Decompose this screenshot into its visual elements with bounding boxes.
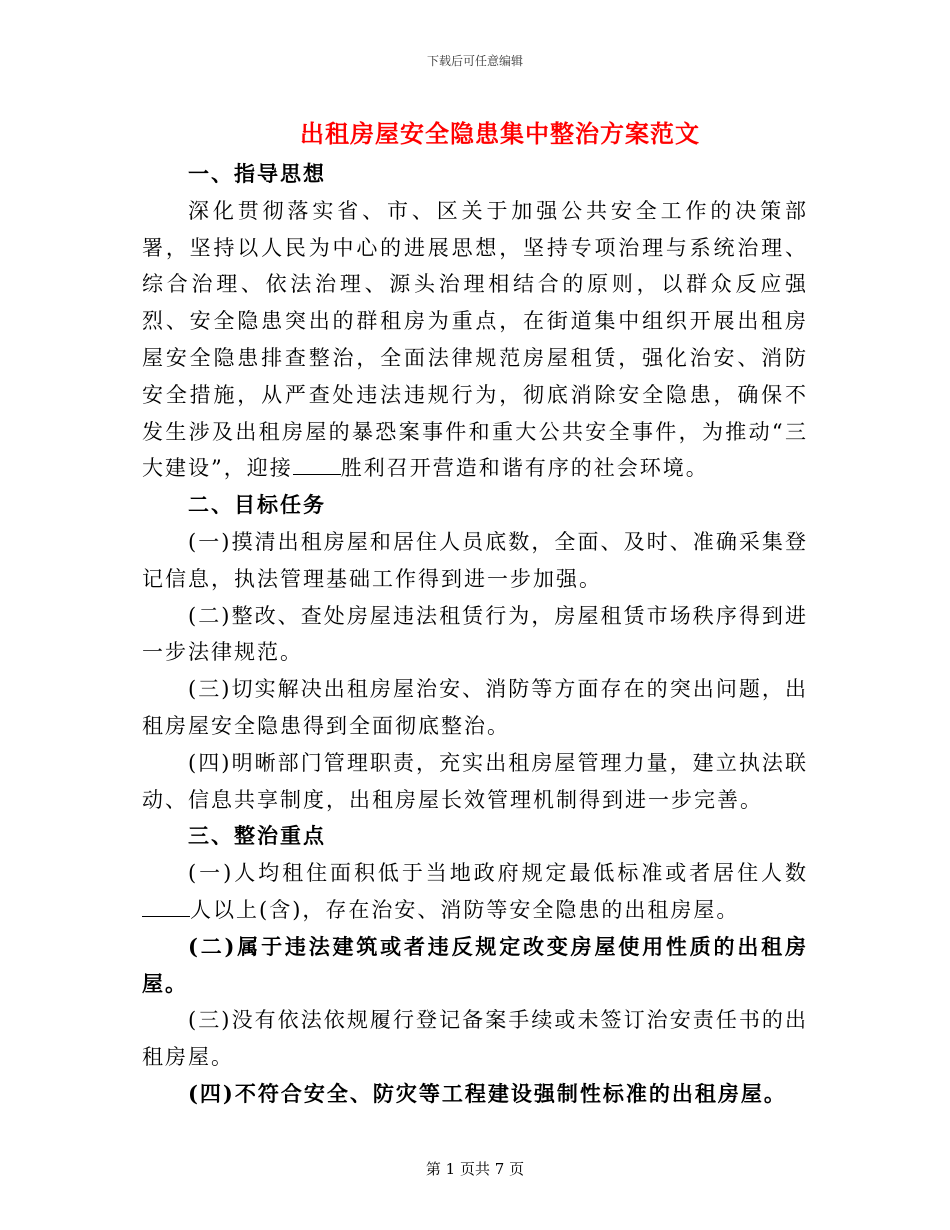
paragraph-key-point-2: (二)属于违法建筑或者违反规定改变房屋使用性质的出租房屋。: [142, 933, 808, 996]
paragraph-text: 胜利召开营造和谐有序的社会环境。: [340, 456, 709, 481]
paragraph-goal-3: (三)切实解决出租房屋治安、消防等方面存在的突出问题，出租房屋安全隐患得到全面彻底整治。: [142, 677, 808, 738]
page-header-note: 下载后可任意编辑: [426, 54, 523, 68]
paragraph-goal-4: (四)明晰部门管理职责，充实出租房屋管理力量，建立执法联动、信息共享制度，出租房屋长效管理机制得到进一步完善。: [142, 750, 808, 812]
paragraph-text: 深化贯彻落实省、市、区关于加强公共安全工作的决策部署，坚持以人民为中心的进展思想，坚持专项治理与系统治理、综合治理、依法治理、源头治理相结合的原则，以群众反应强烈、安全隐患突出的群租房为重点，在街道集中组织开展出租房屋安全隐患排查整治，全面法律规范房屋租赁，强化治安、消防安全措施，从严查处违法违规行为，彻底消除安全隐患，确保不发生涉及出租房屋的暴恐案事件和重大公共安全事件，为推动“三大建设”，迎接: [142, 198, 808, 481]
paragraph-text: (一)人均租住面积低于当地政府规定最低标准或者居住人数: [188, 861, 808, 886]
fill-blank: [293, 456, 341, 475]
document-title: 出租房屋安全隐患集中整治方案范文: [300, 119, 700, 148]
section-heading-goals: 二、目标任务: [188, 492, 326, 518]
fill-blank: [142, 898, 190, 917]
section-heading-key-points: 三、整治重点: [188, 823, 326, 849]
document-body: [142, 156, 808, 1113]
paragraph-goal-1: (一)摸清出租房屋和居住人员底数，全面、及时、准确采集登记信息，执法管理基础工作得到进一步加强。: [142, 529, 808, 591]
paragraph-text: 人以上(含)，存在治安、消防等安全隐患的出租房屋。: [190, 897, 740, 922]
paragraph-guiding-ideology: [142, 193, 808, 487]
page-number-footer: 第 1 页共 7 页: [425, 1160, 525, 1178]
paragraph-key-point-4: (四)不符合安全、防灾等工程建设强制性标准的出租房屋。: [188, 1080, 787, 1106]
paragraph-key-point-3: (三)没有依法依规履行登记备案手续或未签订治安责任书的出租房屋。: [142, 1008, 808, 1070]
paragraph-key-point-1: [142, 855, 808, 929]
paragraph-goal-2: (二)整改、查处房屋违法租赁行为，房屋租赁市场秩序得到进一步法律规范。: [142, 603, 808, 665]
section-heading-guiding-ideology: 一、指导思想: [188, 161, 326, 186]
